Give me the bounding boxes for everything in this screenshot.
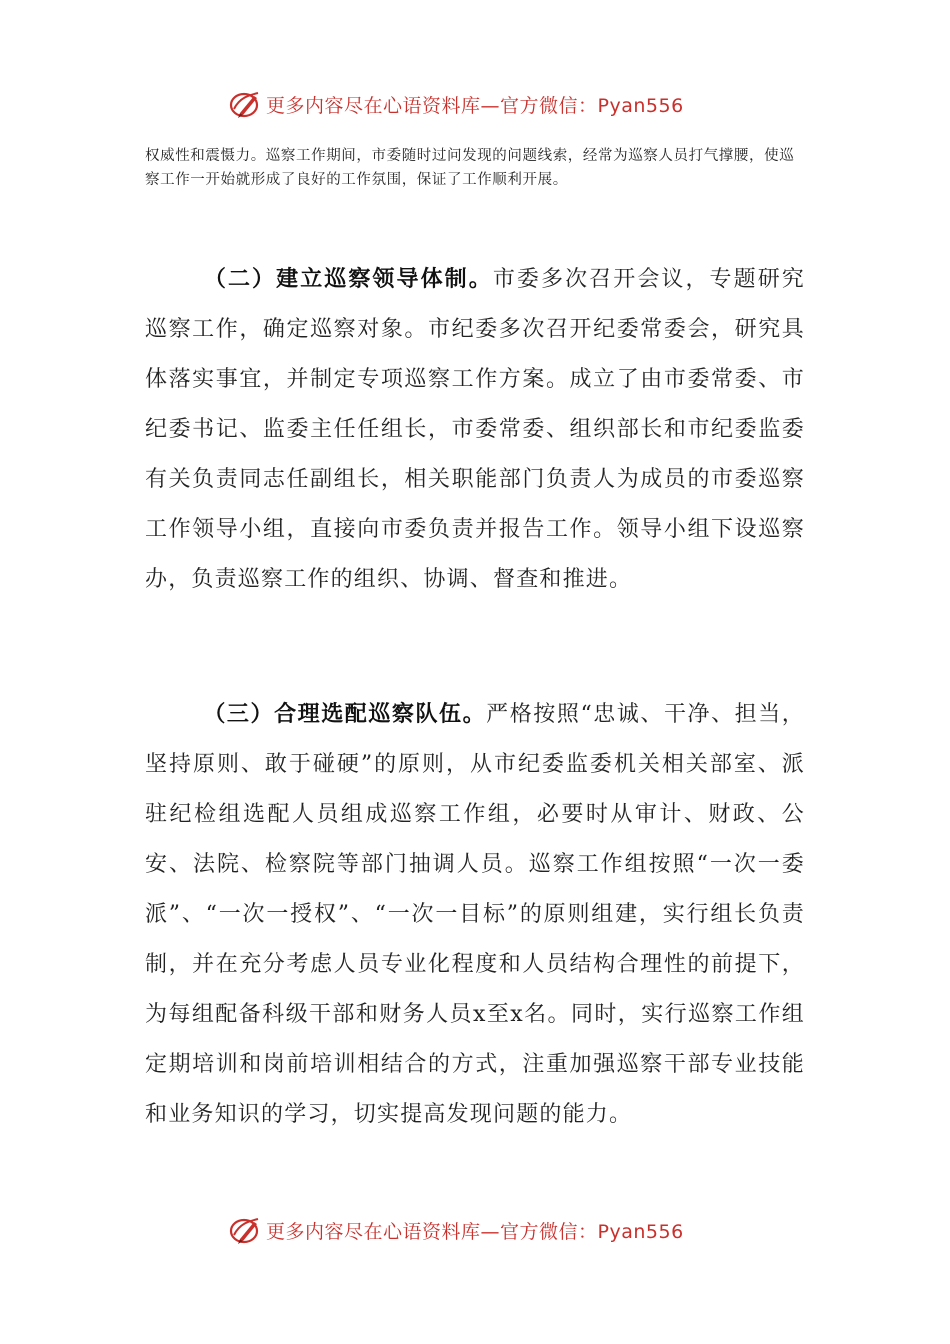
section-heading: （三）合理选配巡察队伍。	[203, 702, 487, 727]
section-team-selection	[145, 690, 805, 1140]
pen-swirl-logo-icon	[228, 87, 262, 121]
section-body: 严格按照“忠诚、干净、担当，坚持原则、敢于碰硬”的原则，从市纪委监委机关相关部室、派驻纪检组选配人员组成巡察工作组，必要时从审计、财政、公安、法院、检察院等部门抽调人员。巡察工作组按照“一次一委派”、“一次一授权”、“一次一目标”的原则组建，实行组长负责制，并在充分考虑人员专业化程度和人员结构合理性的前提下，为每组配备科级干部和财务人员x至x名。同时，实行巡察工作组定期培训和岗前培训相结合的方式，注重加强巡察干部专业技能和业务知识的学习，切实提高发现问题的能力。	[145, 702, 805, 1127]
watermark-text: 更多内容尽在心语资料库—官方微信：Pyan556	[266, 1220, 684, 1243]
intro-paragraph: 权威性和震慑力。巡察工作期间，市委随时过问发现的问题线索，经常为巡察人员打气撑腰，使巡察工作一开始就形成了良好的工作氛围，保证了工作顺利开展。	[145, 148, 795, 188]
watermark-header	[228, 84, 748, 124]
watermark-footer	[228, 1210, 748, 1250]
watermark-text: 更多内容尽在心语资料库—官方微信：Pyan556	[266, 94, 684, 117]
section-leadership-system	[145, 255, 805, 605]
section-heading: （二）建立巡察领导体制。	[203, 267, 493, 292]
pen-swirl-logo-icon	[228, 1213, 262, 1247]
section-body: 市委多次召开会议，专题研究巡察工作，确定巡察对象。市纪委多次召开纪委常委会，研究具体落实事宜，并制定专项巡察工作方案。成立了由市委常委、市纪委书记、监委主任任组长，市委常委、组织部长和市纪委监委有关负责同志任副组长，相关职能部门负责人为成员的市委巡察工作领导小组，直接向市委负责并报告工作。领导小组下设巡察办，负责巡察工作的组织、协调、督查和推进。	[145, 267, 805, 592]
